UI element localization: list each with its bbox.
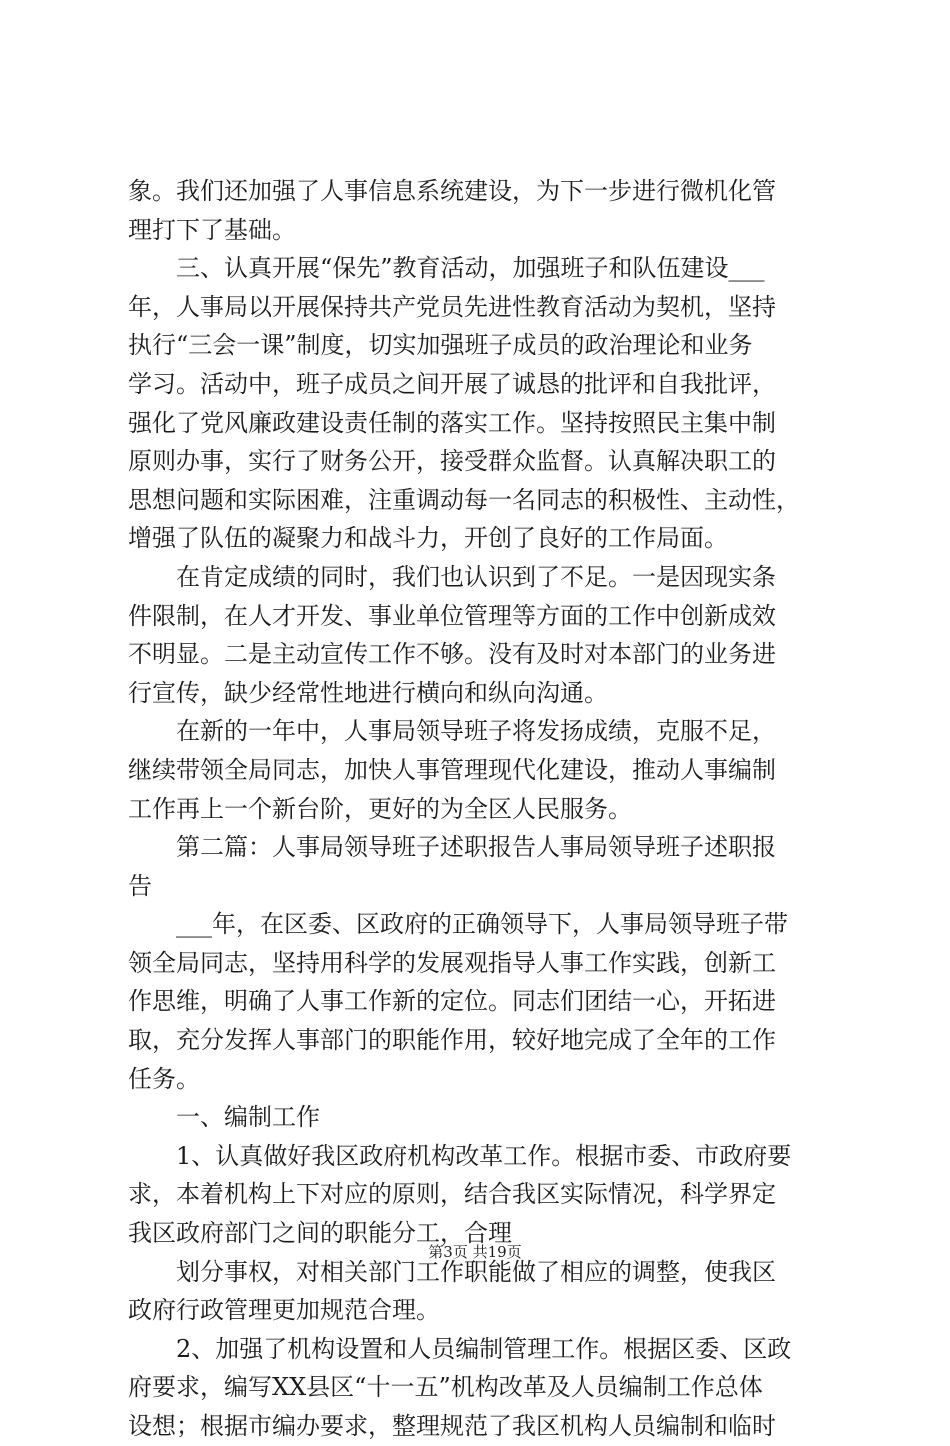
section-heading-line: 一、编制工作 <box>128 1103 320 1132</box>
text-line: 取，充分发挥人事部门的职能作用，较好地完成了全年的工作 <box>128 1026 776 1055</box>
text-line: 学习。活动中，班子成员之间开展了诚恳的批评和自我批评， <box>128 369 776 398</box>
text-line: 作思维，明确了人事工作新的定位。同志们团结一心，开拓进 <box>128 987 776 1016</box>
text-line: 领全局同志，坚持用科学的发展观指导人事工作实践，创新工 <box>128 948 776 977</box>
text-line: 在肯定成绩的同时，我们也认识到了不足。一是因现实条 <box>128 562 776 591</box>
chapter-heading-line: 第二篇：人事局领导班子述职报告人事局领导班子述职报 <box>128 833 776 862</box>
text-line: 划分事权，对相关部门工作职能做了相应的调整，使我区 <box>128 1257 776 1286</box>
text-line: 设想；根据市编办要求，整理规范了我区机构人员编制和临时 <box>128 1412 776 1440</box>
text-line: 增强了队伍的凝聚力和战斗力，开创了良好的工作局面。 <box>128 524 728 553</box>
text-line: 理打下了基础。 <box>128 215 296 244</box>
text-line: 府要求，编写XX县区“十一五”机构改革及人员编制工作总体 <box>128 1373 763 1402</box>
text-line: 2、加强了机构设置和人员编制管理工作。根据区委、区政 <box>128 1334 792 1363</box>
text-line: 原则办事，实行了财务公开，接受群众监督。认真解决职工的 <box>128 447 776 476</box>
text-line: 不明显。二是主动宣传工作不够。没有及时对本部门的业务进 <box>128 640 776 669</box>
chapter-heading-line: 告 <box>128 871 152 900</box>
text-line: 1、认真做好我区政府机构改革工作。根据市委、市政府要 <box>128 1141 792 1170</box>
text-line: 政府行政管理更加规范合理。 <box>128 1296 440 1325</box>
text-line: 任务。 <box>128 1064 200 1093</box>
section-heading-line: 三、认真开展“保先”教育活动，加强班子和队伍建设___ <box>128 254 765 283</box>
text-line: 象。我们还加强了人事信息系统建设，为下一步进行微机化管 <box>128 177 776 205</box>
text-line: 在新的一年中，人事局领导班子将发扬成绩，克服不足， <box>128 717 776 746</box>
text-line: 年，人事局以开展保持共产党员先进性教育活动为契机，坚持 <box>128 292 776 321</box>
text-line: 强化了党风廉政建设责任制的落实工作。坚持按照民主集中制 <box>128 408 776 437</box>
text-line: 件限制，在人才开发、事业单位管理等方面的工作中创新成效 <box>128 601 776 630</box>
text-line: 继续带领全局同志，加快人事管理现代化建设，推动人事编制 <box>128 755 776 784</box>
text-line: 求，本着机构上下对应的原则，结合我区实际情况，科学界定 <box>128 1180 776 1209</box>
page-number-footer: 第3页 共19页 <box>428 1243 522 1261</box>
text-line: ___年，在区委、区政府的正确领导下，人事局领导班子带 <box>128 910 788 939</box>
text-line: 我区政府部门之间的职能分工，合理 <box>128 1219 512 1248</box>
text-line: 行宣传，缺少经常性地进行横向和纵向沟通。 <box>128 678 608 707</box>
text-line: 工作再上一个新台阶，更好的为全区人民服务。 <box>128 794 632 823</box>
text-line: 思想问题和实际困难，注重调动每一名同志的积极性、主动性， <box>128 485 800 514</box>
text-line: 执行“三会一课”制度，切实加强班子成员的政治理论和业务 <box>128 331 753 360</box>
